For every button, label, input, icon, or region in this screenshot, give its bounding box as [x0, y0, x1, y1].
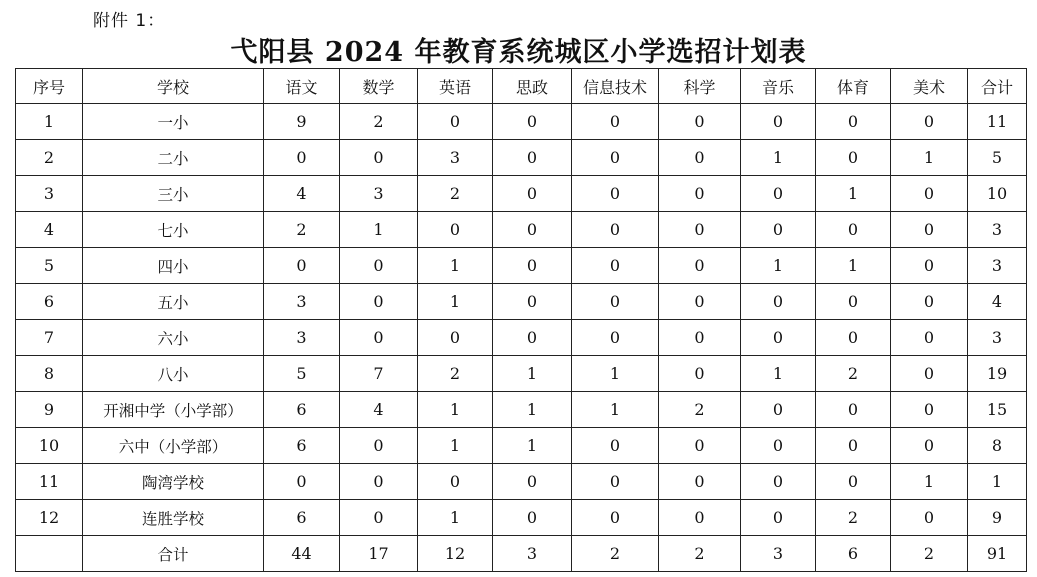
quota-cell: 0: [493, 104, 572, 140]
quota-cell: 0: [891, 392, 968, 428]
quota-cell: 0: [891, 428, 968, 464]
quota-cell: 0: [659, 140, 741, 176]
quota-cell: 0: [572, 320, 659, 356]
row-total-cell: 91: [968, 536, 1027, 572]
quota-cell: 0: [741, 320, 816, 356]
quota-cell: 0: [891, 500, 968, 536]
school-name-cell: 连胜学校: [83, 500, 264, 536]
row-total-cell: 11: [968, 104, 1027, 140]
school-name-cell: 合计: [83, 536, 264, 572]
school-name-cell: 一小: [83, 104, 264, 140]
quota-cell: 0: [340, 140, 418, 176]
table-row: [16, 320, 1027, 356]
math-header: 数学: [340, 69, 418, 104]
table-row: [16, 212, 1027, 248]
row-number-cell: 10: [16, 428, 83, 464]
quota-cell: 6: [264, 500, 340, 536]
quota-cell: 1: [418, 500, 493, 536]
row-number-cell: 8: [16, 356, 83, 392]
table-row: [16, 356, 1027, 392]
school-name-cell: 七小: [83, 212, 264, 248]
quota-cell: 0: [340, 464, 418, 500]
quota-cell: 3: [264, 320, 340, 356]
quota-cell: 0: [493, 176, 572, 212]
quota-cell: 0: [741, 500, 816, 536]
quota-cell: 0: [659, 500, 741, 536]
quota-cell: 1: [340, 212, 418, 248]
english-header: 英语: [418, 69, 493, 104]
quota-cell: 0: [659, 176, 741, 212]
quota-cell: 0: [741, 428, 816, 464]
quota-cell: 1: [493, 356, 572, 392]
quota-cell: 1: [572, 356, 659, 392]
school-name-cell: 三小: [83, 176, 264, 212]
row-total-cell: 8: [968, 428, 1027, 464]
row-total-cell: 19: [968, 356, 1027, 392]
quota-cell: 0: [264, 464, 340, 500]
table-row: [16, 500, 1027, 536]
quota-cell: 0: [891, 104, 968, 140]
quota-cell: 0: [418, 320, 493, 356]
quota-cell: 0: [891, 356, 968, 392]
quota-cell: 0: [816, 284, 891, 320]
quota-cell: 0: [572, 464, 659, 500]
quota-cell: 1: [572, 392, 659, 428]
quota-cell: 2: [816, 356, 891, 392]
row-number-cell: 11: [16, 464, 83, 500]
quota-cell: 0: [816, 140, 891, 176]
quota-cell: 0: [264, 140, 340, 176]
quota-cell: 1: [741, 140, 816, 176]
school-header: 学校: [83, 69, 264, 104]
quota-cell: 0: [340, 248, 418, 284]
table-row: [16, 248, 1027, 284]
quota-cell: 1: [741, 248, 816, 284]
quota-cell: 0: [572, 176, 659, 212]
recruitment-plan-table: [15, 68, 1027, 572]
quota-cell: 6: [816, 536, 891, 572]
quota-cell: 0: [816, 212, 891, 248]
quota-cell: 0: [264, 248, 340, 284]
quota-cell: 0: [816, 464, 891, 500]
quota-cell: 0: [340, 320, 418, 356]
quota-cell: 0: [659, 428, 741, 464]
seq-header: 序号: [16, 69, 83, 104]
row-number-cell: 1: [16, 104, 83, 140]
row-total-cell: 3: [968, 248, 1027, 284]
row-total-cell: 9: [968, 500, 1027, 536]
school-name-cell: 六中（小学部）: [83, 428, 264, 464]
total-header: 合计: [968, 69, 1027, 104]
quota-cell: 17: [340, 536, 418, 572]
quota-cell: 3: [741, 536, 816, 572]
quota-cell: 2: [659, 536, 741, 572]
school-name-cell: 开湘中学（小学部）: [83, 392, 264, 428]
quota-cell: 4: [264, 176, 340, 212]
table-row: [16, 392, 1027, 428]
school-name-cell: 二小: [83, 140, 264, 176]
attachment-label: 附件 1：: [93, 11, 166, 31]
quota-cell: 0: [493, 248, 572, 284]
row-total-cell: 15: [968, 392, 1027, 428]
row-number-cell: 4: [16, 212, 83, 248]
quota-cell: 1: [418, 392, 493, 428]
row-number-cell: 12: [16, 500, 83, 536]
table-header-row: [16, 69, 1027, 104]
quota-cell: 0: [816, 392, 891, 428]
quota-cell: 3: [493, 536, 572, 572]
quota-cell: 0: [741, 212, 816, 248]
quota-cell: 0: [741, 392, 816, 428]
row-total-cell: 3: [968, 320, 1027, 356]
pe-header: 体育: [816, 69, 891, 104]
quota-cell: 2: [572, 536, 659, 572]
row-total-cell: 1: [968, 464, 1027, 500]
document-title: 弋阳县 2024 年教育系统城区小学选招计划表: [230, 37, 807, 68]
quota-cell: 0: [741, 284, 816, 320]
quota-cell: 1: [493, 392, 572, 428]
it-header: 信息技术: [572, 69, 659, 104]
quota-cell: 4: [340, 392, 418, 428]
quota-cell: 3: [264, 284, 340, 320]
quota-cell: 2: [264, 212, 340, 248]
quota-cell: 0: [741, 104, 816, 140]
quota-cell: 0: [572, 500, 659, 536]
quota-cell: 3: [340, 176, 418, 212]
quota-cell: 0: [572, 140, 659, 176]
table-row: [16, 176, 1027, 212]
row-total-cell: 5: [968, 140, 1027, 176]
quota-cell: 0: [659, 320, 741, 356]
quota-cell: 7: [340, 356, 418, 392]
school-name-cell: 六小: [83, 320, 264, 356]
quota-cell: 12: [418, 536, 493, 572]
quota-cell: 0: [572, 212, 659, 248]
quota-cell: 0: [340, 428, 418, 464]
quota-cell: 0: [659, 104, 741, 140]
row-total-cell: 4: [968, 284, 1027, 320]
table-row: [16, 464, 1027, 500]
quota-cell: 0: [741, 176, 816, 212]
quota-cell: 44: [264, 536, 340, 572]
quota-cell: 0: [891, 176, 968, 212]
quota-cell: 0: [493, 464, 572, 500]
art-header: 美术: [891, 69, 968, 104]
quota-cell: 0: [891, 284, 968, 320]
quota-cell: 1: [741, 356, 816, 392]
quota-cell: 2: [891, 536, 968, 572]
table-row: [16, 428, 1027, 464]
quota-cell: 2: [659, 392, 741, 428]
table-row: [16, 140, 1027, 176]
quota-cell: 0: [572, 428, 659, 464]
quota-cell: 1: [418, 248, 493, 284]
quota-cell: 0: [659, 284, 741, 320]
row-number-cell: 9: [16, 392, 83, 428]
table-body: [16, 104, 1027, 572]
school-name-cell: 陶湾学校: [83, 464, 264, 500]
school-name-cell: 八小: [83, 356, 264, 392]
quota-cell: 0: [493, 140, 572, 176]
quota-cell: 2: [816, 500, 891, 536]
quota-cell: 0: [891, 320, 968, 356]
quota-cell: 1: [891, 464, 968, 500]
quota-cell: 1: [493, 428, 572, 464]
quota-cell: 0: [741, 464, 816, 500]
quota-cell: 1: [891, 140, 968, 176]
quota-cell: 0: [572, 104, 659, 140]
quota-cell: 0: [493, 212, 572, 248]
chinese-header: 语文: [264, 69, 340, 104]
quota-cell: 9: [264, 104, 340, 140]
row-total-cell: 3: [968, 212, 1027, 248]
quota-cell: 0: [418, 104, 493, 140]
quota-cell: 0: [493, 500, 572, 536]
quota-cell: 0: [891, 212, 968, 248]
total-row: [16, 536, 1027, 572]
quota-cell: 2: [340, 104, 418, 140]
quota-cell: 0: [418, 212, 493, 248]
science-header: 科学: [659, 69, 741, 104]
quota-cell: 6: [264, 392, 340, 428]
school-name-cell: 四小: [83, 248, 264, 284]
quota-cell: 0: [659, 464, 741, 500]
quota-cell: 2: [418, 356, 493, 392]
row-total-cell: 10: [968, 176, 1027, 212]
quota-cell: 1: [816, 176, 891, 212]
quota-cell: 1: [816, 248, 891, 284]
politics-header: 思政: [493, 69, 572, 104]
school-name-cell: 五小: [83, 284, 264, 320]
quota-cell: 0: [572, 248, 659, 284]
quota-cell: 1: [418, 428, 493, 464]
quota-cell: 0: [891, 248, 968, 284]
quota-cell: 0: [659, 248, 741, 284]
row-number-cell: 2: [16, 140, 83, 176]
quota-cell: 6: [264, 428, 340, 464]
quota-cell: 1: [418, 284, 493, 320]
quota-cell: 0: [816, 428, 891, 464]
quota-cell: 5: [264, 356, 340, 392]
quota-cell: 0: [816, 320, 891, 356]
quota-cell: 0: [493, 320, 572, 356]
table-row: [16, 284, 1027, 320]
quota-cell: 0: [340, 284, 418, 320]
quota-cell: 0: [418, 464, 493, 500]
quota-cell: 0: [659, 212, 741, 248]
row-number-cell: 3: [16, 176, 83, 212]
music-header: 音乐: [741, 69, 816, 104]
quota-cell: 3: [418, 140, 493, 176]
quota-cell: 0: [493, 284, 572, 320]
quota-cell: 0: [340, 500, 418, 536]
row-number-cell: 7: [16, 320, 83, 356]
table-row: [16, 104, 1027, 140]
row-number-cell: 6: [16, 284, 83, 320]
quota-cell: 0: [816, 104, 891, 140]
row-number-cell: [16, 536, 83, 572]
quota-cell: 0: [659, 356, 741, 392]
quota-cell: 2: [418, 176, 493, 212]
row-number-cell: 5: [16, 248, 83, 284]
quota-cell: 0: [572, 284, 659, 320]
